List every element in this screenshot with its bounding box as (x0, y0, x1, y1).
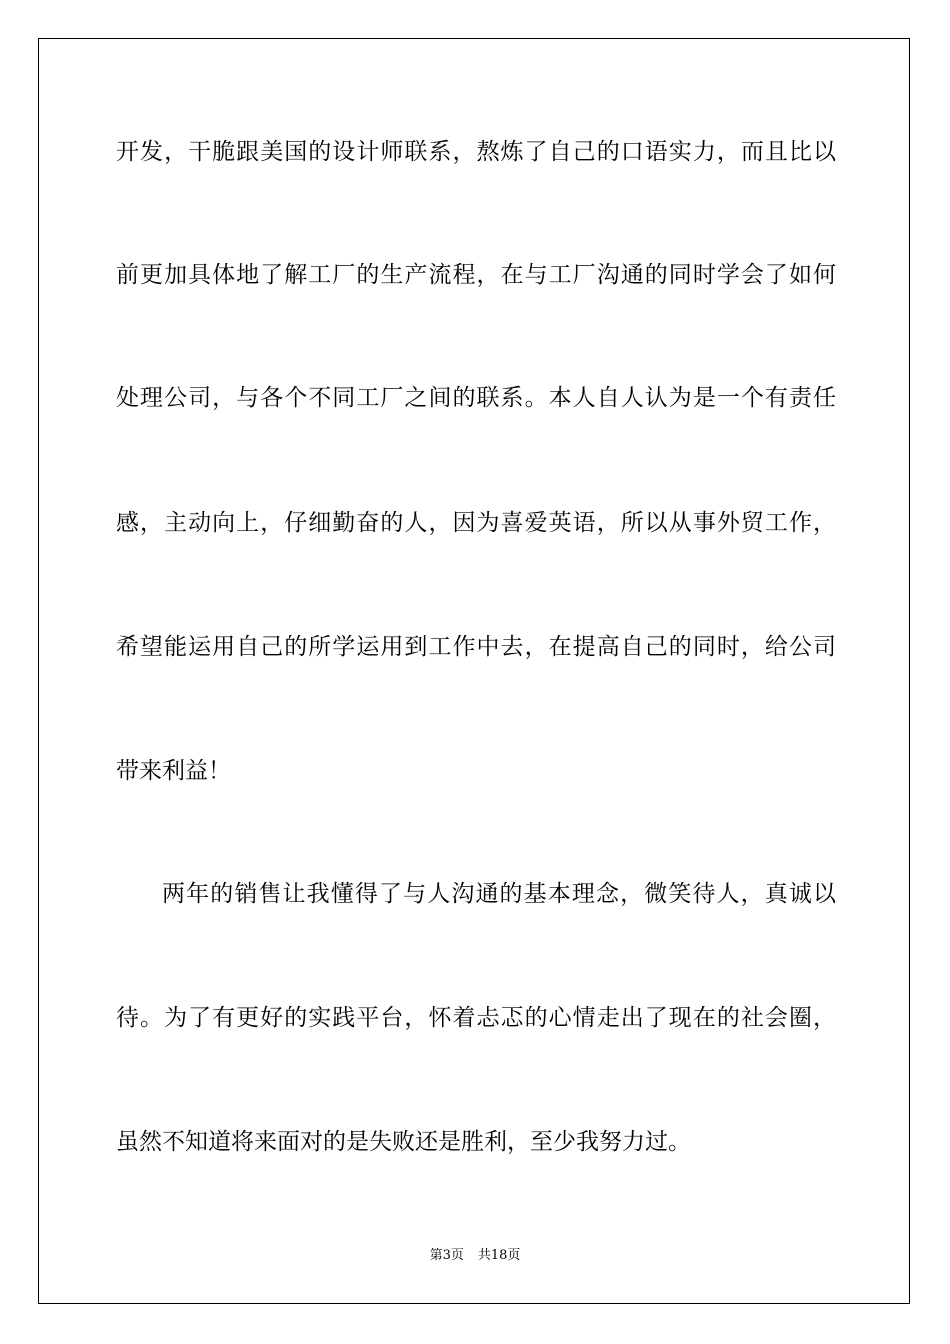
text-line: 希望能运用自己的所学运用到工作中去，在提高自己的同时，给公司 (116, 634, 836, 660)
text-line: 带来利益！ (116, 758, 231, 784)
paragraph-first-line: 两年的销售让我懂得了与人沟通的基本理念，微笑待人，真诚以 (162, 881, 836, 907)
text-line: 处理公司，与各个不同工厂之间的联系。本人自人认为是一个有责任 (116, 385, 836, 411)
text-line: 开发，干脆跟美国的设计师联系，熬炼了自己的口语实力，而且比以 (116, 139, 836, 165)
page-number: 第3页 (429, 1248, 464, 1263)
text-line: 虽然不知道将来面对的是失败还是胜利，至少我努力过。 (116, 1129, 691, 1155)
page-border (38, 38, 910, 1304)
text-line: 待。为了有更好的实践平台，怀着忐忑的心情走出了现在的社会圈， (116, 1005, 836, 1031)
text-line: 前更加具体地了解工厂的生产流程，在与工厂沟通的同时学会了如何 (116, 262, 836, 288)
page-footer (0, 1244, 950, 1263)
page-total: 共18页 (477, 1248, 521, 1263)
text-line: 感，主动向上，仔细勤奋的人，因为喜爱英语，所以从事外贸工作， (116, 510, 836, 536)
